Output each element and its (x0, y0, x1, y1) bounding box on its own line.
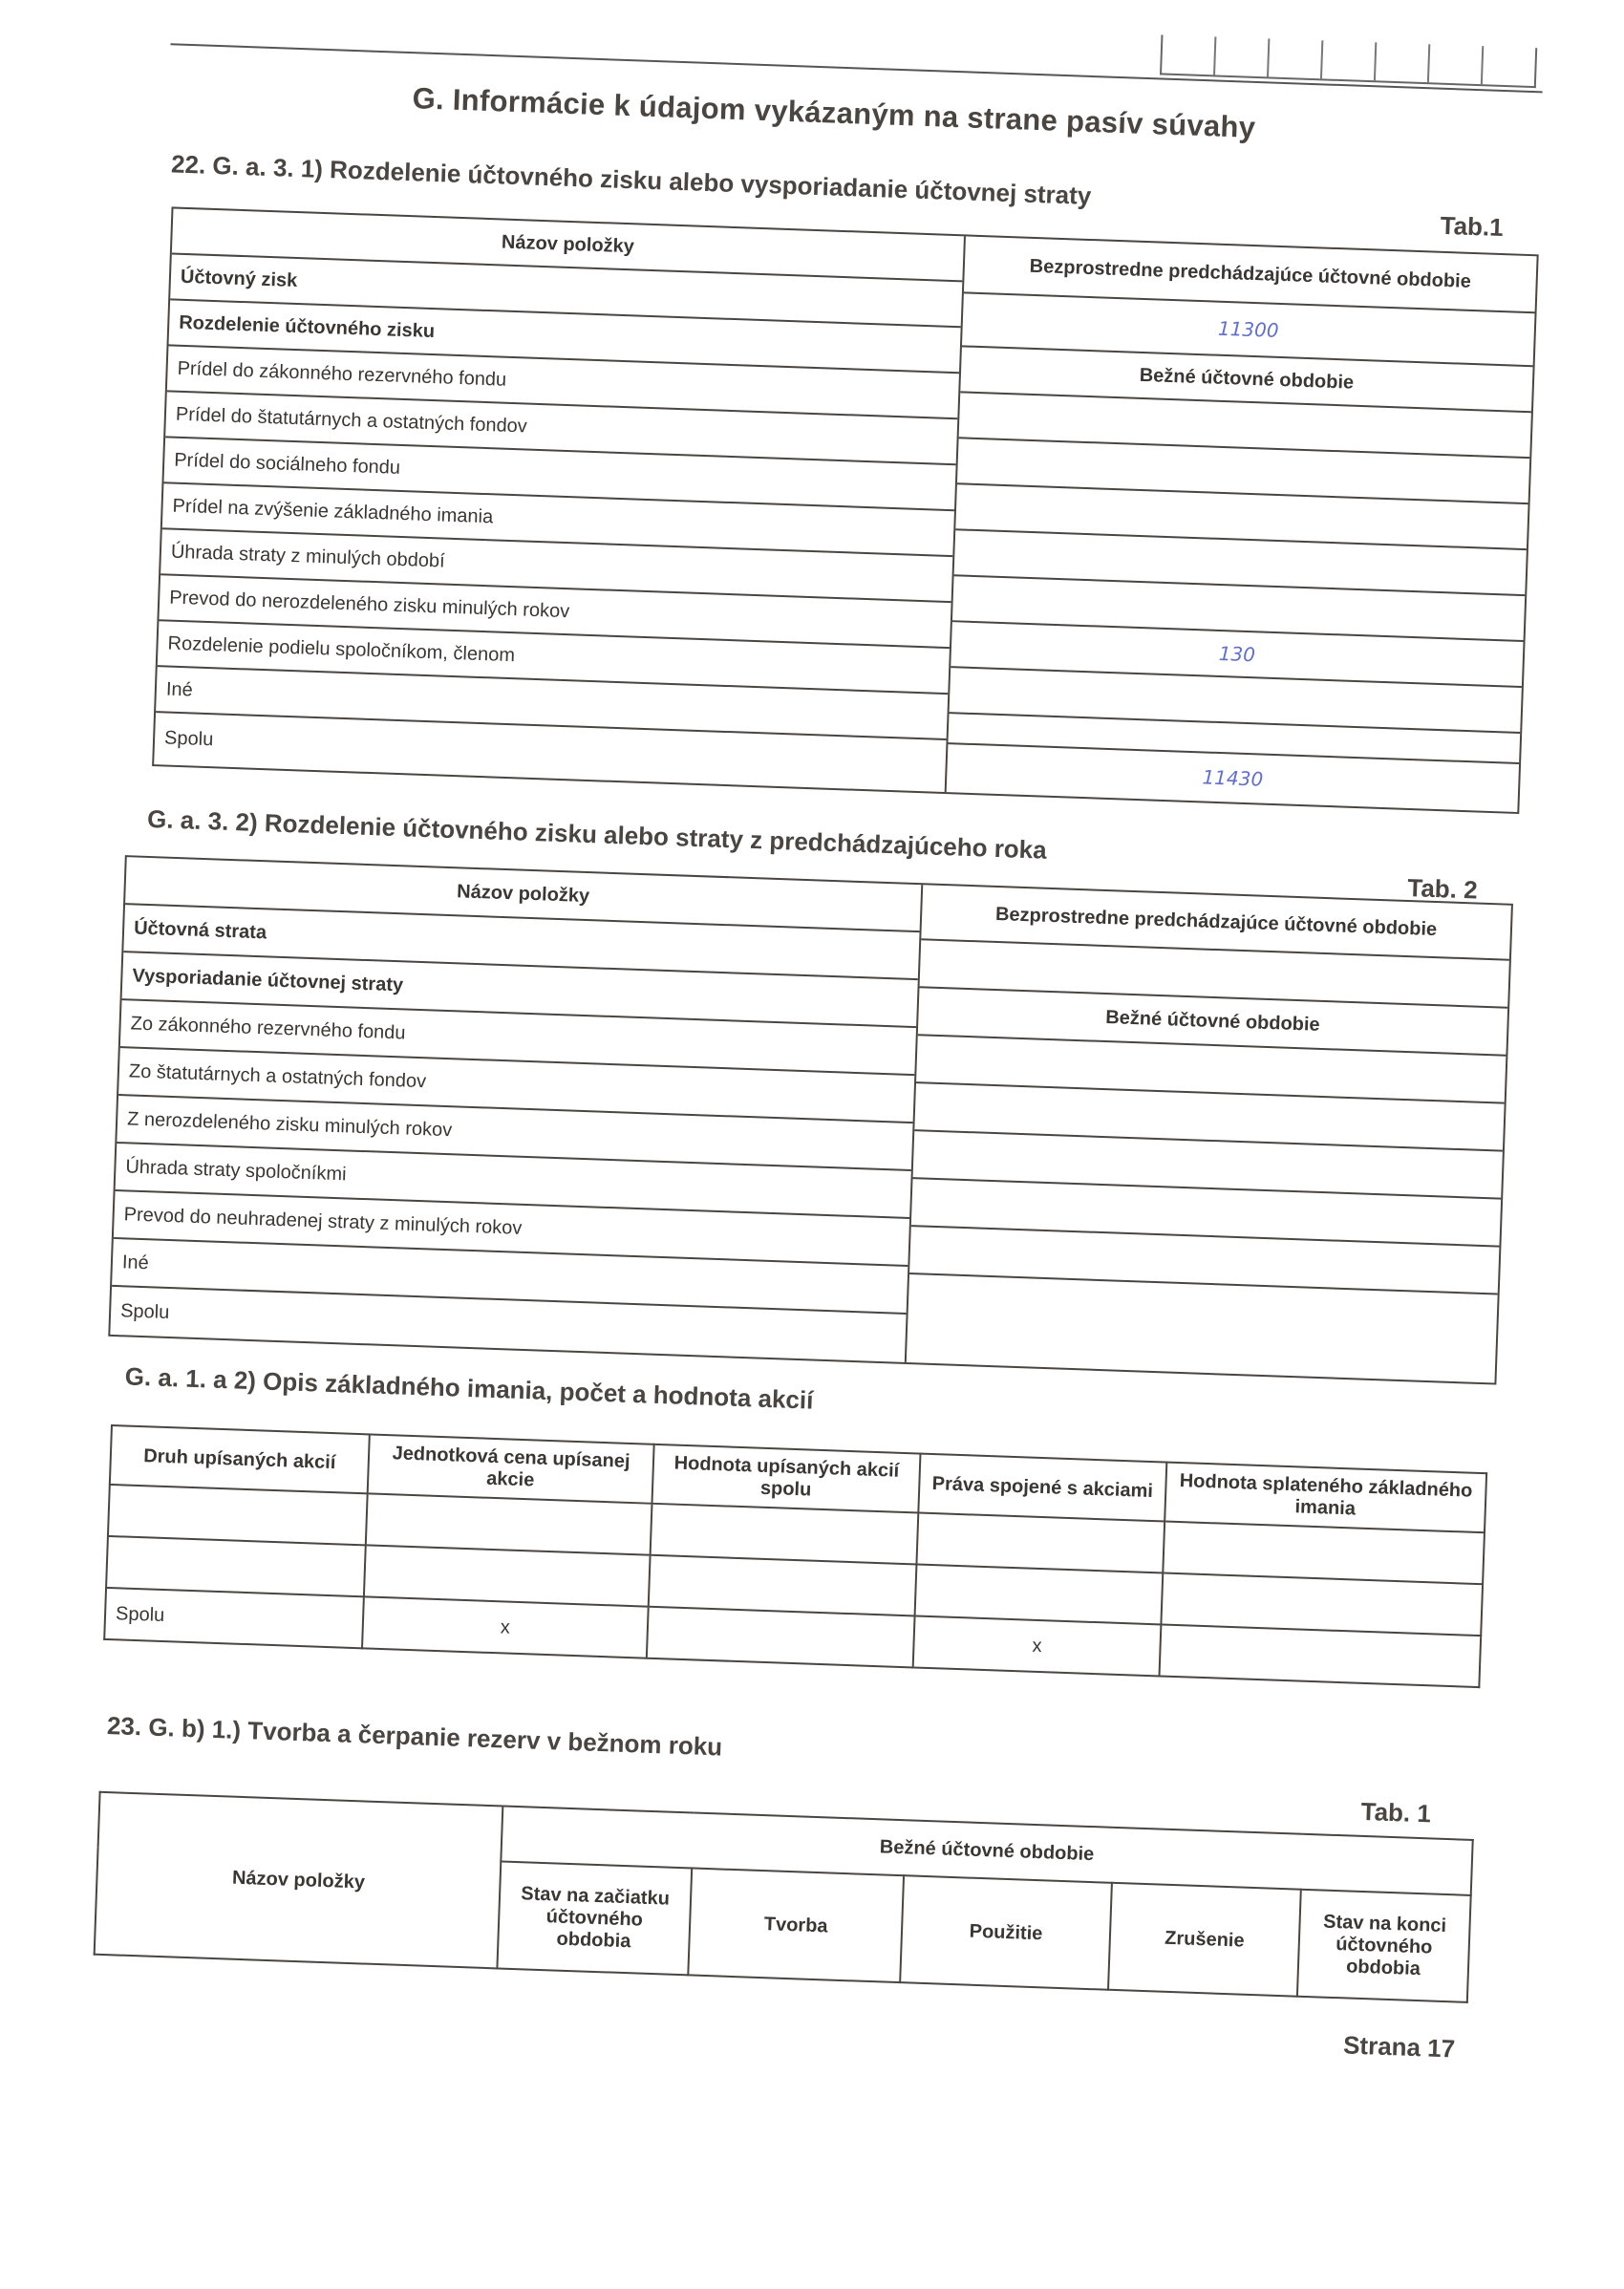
col-header-curr: Bežné účtovné obdobie (918, 988, 1507, 1056)
col-header: Jednotková cena upísanej akcie (368, 1434, 654, 1503)
handwritten-total: 11430 (1202, 765, 1264, 791)
col-header: Zrušenie (1108, 1883, 1301, 1997)
col-header: Práva spojené s akciami (918, 1454, 1166, 1522)
table-row: Iné (112, 1239, 908, 1315)
table-row: Rozdelenie podielu spoločníkom, členom (158, 621, 950, 695)
share-capital-table (103, 1424, 1487, 1688)
cell (649, 1555, 917, 1616)
tab2-label: Tab. 2 (1406, 872, 1479, 905)
cell (106, 1536, 366, 1596)
tab1-label-reserves: Tab. 1 (1360, 1796, 1432, 1829)
table-row: Spolu (163, 726, 214, 750)
table-row: Účtovný zisk (170, 254, 962, 328)
col-header: Stav na konci účtovného obdobia (1297, 1890, 1471, 2002)
table-row: Prevod do nerozdeleného zisku minulých rokov (159, 575, 951, 649)
table-row: Prídel do sociálneho fondu (163, 438, 955, 511)
table-row: Prídel do štatutárnych a ostatných fondov (165, 392, 957, 465)
cell (651, 1504, 919, 1565)
tab1-label: Tab.1 (1440, 210, 1505, 243)
col-header-name: Názov položky (172, 208, 964, 282)
loss-settlement-table (108, 855, 1513, 1384)
table-row: Iné (156, 667, 948, 740)
table-row: Prídel na zvýšenie základného imania (162, 483, 954, 557)
col-header: Hodnota upísaných akcií spolu (652, 1444, 920, 1513)
table-row: Prídel do zákonného rezervného fondu (167, 346, 959, 419)
total-label: Spolu (104, 1588, 364, 1648)
section-23-heading: 23. G. b) 1.) Tvorba a čerpanie rezerv v bežnom roku (106, 1711, 723, 1762)
col-header-name: Názov položky (95, 1792, 503, 1969)
table-row: Úhrada straty spoločníkmi (116, 1144, 911, 1219)
reserves-table (94, 1791, 1474, 2003)
table-row: Rozdelenie účtovného zisku (168, 300, 960, 374)
col-group-header: Bežné účtovné obdobie (501, 1807, 1472, 1895)
section-g-a-3-2-heading: G. a. 3. 2) Rozdelenie účtovného zisku alebo straty z predchádzajúceho roka (146, 803, 1048, 865)
table-row: Prevod do neuhradenej straty z minulých rokov (114, 1191, 909, 1267)
table-row: Spolu (119, 1299, 170, 1323)
na-mark: x (913, 1615, 1162, 1676)
page-title: G. Informácie k údajom vykázaným na strane pasív súvahy (412, 81, 1256, 144)
section-g-a-1-heading: G. a. 1. a 2) Opis základného imania, počet a hodnota akcií (124, 1361, 814, 1415)
cell (108, 1485, 368, 1545)
profit-distribution-table (152, 206, 1539, 814)
table-row: Zo zákonného rezervného fondu (120, 1000, 916, 1076)
cell (647, 1607, 915, 1668)
col-header: Hodnota splateného základného imania (1165, 1463, 1486, 1533)
cell (916, 1513, 1165, 1573)
col-header: Tvorba (688, 1868, 904, 1982)
table-row: Vysporiadanie účtovnej straty (122, 952, 918, 1028)
col-header-prev: Bezprostredne predchádzajúce účtovné obdobie (964, 236, 1537, 313)
cell (915, 1564, 1164, 1624)
na-mark: x (362, 1596, 649, 1658)
table-row: Z nerozdeleného zisku minulých rokov (117, 1096, 912, 1171)
section-22-heading: 22. G. a. 3. 1) Rozdelenie účtovného zisku alebo vysporiadanie účtovnej straty (170, 149, 1092, 210)
col-header-curr: Bežné účtovné obdobie (960, 347, 1532, 413)
col-header: Použitie (900, 1875, 1112, 1990)
cell (1160, 1624, 1482, 1687)
page-number: Strana 17 (1342, 2030, 1456, 2064)
table-row: Úhrada straty z minulých období (160, 529, 952, 603)
col-header-prev: Bezprostredne predchádzajúce účtovné obdobie (921, 885, 1511, 960)
handwritten-share: 130 (951, 622, 1523, 688)
col-header-name: Názov položky (125, 857, 921, 932)
table-row: Zo štatutárnych a ostatných fondov (118, 1048, 914, 1123)
col-header: Druh upísaných akcií (110, 1425, 370, 1493)
col-header: Stav na začiatku účtovného obdobia (497, 1861, 692, 1975)
table-row: Účtovná strata (123, 905, 919, 980)
handwritten-profit: 11300 (962, 293, 1535, 367)
